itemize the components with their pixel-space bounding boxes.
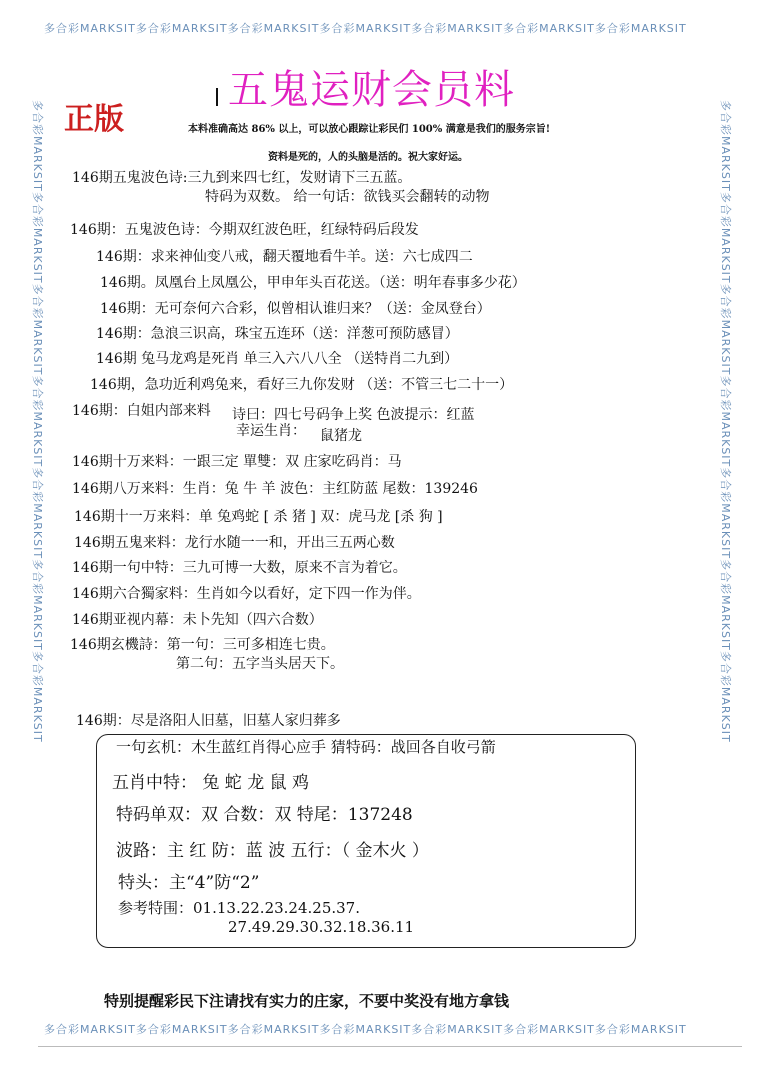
line-100k: 146期十万来料：一跟三定 單雙：双 庄家吃码肖：马 (72, 454, 402, 470)
box-wave: 波路：主 红 防：蓝 波 五行：（ 金木火 ） (116, 841, 429, 861)
line-mark-six: 146期：无可奈何六合彩，似曾相认谁归来？（送：金凤登台） (100, 301, 491, 317)
line-phoenix: 146期。凤凰台上凤凰公，甲申年头百花送。（送：明年春事多少花） (100, 275, 526, 291)
line-lucky-zodiac: 鼠猪龙 (320, 428, 362, 444)
line-wave-high: 146期：急浪三识高，珠宝五连环（送：洋葱可预防感冒） (96, 326, 459, 342)
title-bar (216, 88, 218, 106)
line-rooster-rabbit: 146期，急功近利鸡兔来，看好三九你发财 （送：不管三七二十一） (90, 377, 514, 393)
line-wave-poem-2: 146期：五鬼波色诗：今期双红波色旺，红绿特码后段发 (70, 222, 419, 238)
line-bai-jie-poem: 诗曰：四七号码争上奖 色波提示：红蓝 (232, 407, 475, 423)
box-riddle: 一句玄机：木生蓝红肖得心应手 猜特码：战回各自收弓箭 (116, 738, 496, 756)
line-wave-poem: 146期五鬼波色诗:三九到来四七红，发财请下三五蓝。 (72, 170, 412, 186)
watermark-right: 多合彩MARKSIT多合彩MARKSIT多合彩MARKSIT多合彩MARKSIT多合彩MARKSIT多合彩MARKSIT多合彩MARKSIT (719, 100, 732, 743)
box-odd-even: 特码单双：双 合数：双 特尾：137248 (116, 805, 413, 825)
line-five-ghost: 146期五鬼来料：龙行水随一一和，开出三五两心数 (74, 535, 395, 551)
line-one-sentence: 146期一句中特：三九可博一大数，原来不言为着它。 (72, 560, 407, 576)
line-atv: 146期亚视内幕：未卜先知（四六合数） (72, 612, 323, 628)
line-luoyang: 146期：尽是洛阳人旧墓，旧墓人家归葬多 (76, 713, 341, 729)
line-bai-jie: 146期：白姐内部来料 (72, 403, 211, 419)
watermark-left: 多合彩MARKSIT多合彩MARKSIT多合彩MARKSIT多合彩MARKSIT多合彩MARKSIT多合彩MARKSIT多合彩MARKSIT (31, 100, 44, 743)
line-mystic-poem-2: 第二句：五字当头居天下。 (176, 656, 344, 672)
genuine-badge: 正版 (64, 102, 124, 137)
subtitle-luck: 资料是死的，人的头脑是活的。祝大家好运。 (268, 152, 468, 163)
line-immortal: 146期：求来神仙变八戒，翻天覆地看牛羊。送：六七成四二 (96, 249, 473, 265)
watermark-top: 多合彩MARKSIT多合彩MARKSIT多合彩MARKSIT多合彩MARKSIT多合彩MARKSIT多合彩MARKSIT多合彩MARKSIT (44, 22, 687, 35)
line-exclusive: 146期六合獨家料：生肖如今以看好，定下四一作为伴。 (72, 586, 421, 602)
line-80k: 146期八万来料：生肖：兔 牛 羊 波色：主红防蓝 尾数：139246 (72, 481, 478, 497)
bottom-divider (38, 1046, 742, 1047)
line-mystic-poem-1: 146期玄機詩：第一句：三可多相连七贵。 (70, 637, 335, 653)
line-lucky-label: 幸运生肖： (236, 423, 306, 439)
line-even-hint: 特码为双数。 给一句话：欲钱买会翻转的动物 (205, 189, 490, 205)
watermark-bottom: 多合彩MARKSIT多合彩MARKSIT多合彩MARKSIT多合彩MARKSIT多合彩MARKSIT多合彩MARKSIT多合彩MARKSIT (44, 1023, 687, 1036)
line-dead-zodiac: 146期 兔马龙鸡是死肖 单三入六八八全 （送特肖二九到） (96, 351, 459, 367)
box-head: 特头：主“4”防“2” (118, 873, 260, 893)
footer-warning: 特别提醒彩民下注请找有实力的庄家，不要中奖没有地方拿钱 (104, 992, 510, 1010)
box-ref-1: 参考特围：01.13.22.23.24.25.37. (118, 899, 360, 917)
line-110k: 146期十一万来料：单 兔鸡蛇 [ 杀 猪 ] 双：虎马龙 [杀 狗 ] (74, 509, 443, 525)
page-title: 五鬼运财会员料 (228, 67, 515, 113)
box-ref-2: 27.49.29.30.32.18.36.11 (228, 918, 415, 936)
subtitle-accuracy: 本料准确高达 86% 以上，可以放心跟踪让彩民们 100% 满意是我们的服务宗旨! (188, 124, 551, 135)
box-five-zodiac: 五肖中特： 兔 蛇 龙 鼠 鸡 (112, 773, 310, 793)
